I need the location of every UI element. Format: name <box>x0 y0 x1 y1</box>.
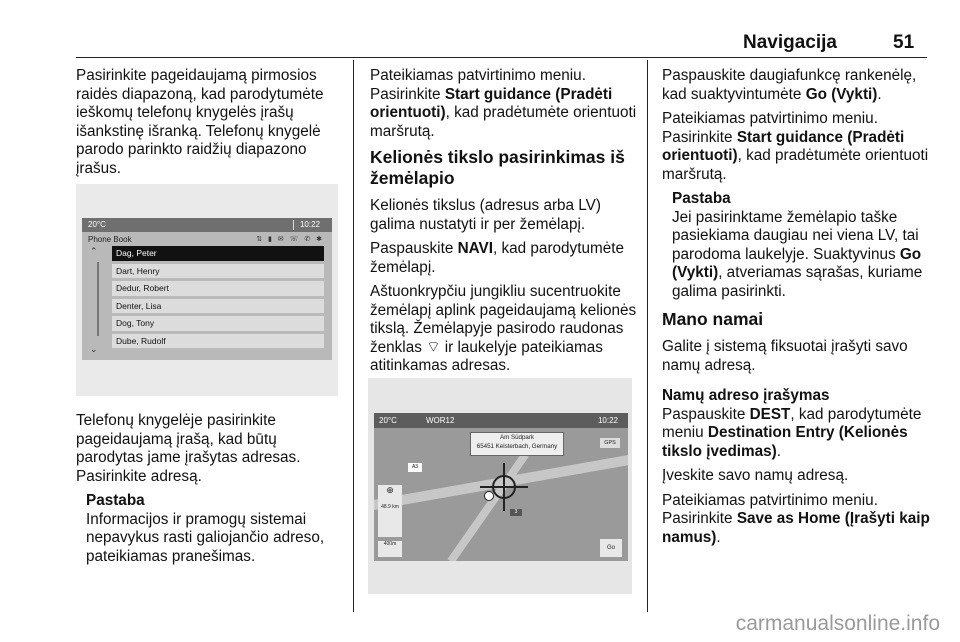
watermark: carmanualsonline.info <box>735 612 940 635</box>
status-bar <box>82 218 332 232</box>
note-title: Pastaba <box>86 492 145 509</box>
temperature: 20°C <box>379 416 397 425</box>
road-number: 3 <box>510 509 522 516</box>
map-screen <box>374 413 628 561</box>
divider <box>293 220 294 230</box>
gps-button[interactable]: GPS <box>600 438 620 448</box>
note-title: Pastaba <box>672 190 731 207</box>
column-divider-1 <box>353 60 354 612</box>
paragraph: Paspauskite NAVI, kad parodytumėte žemėlapį. <box>370 240 624 276</box>
phone-book-screen <box>82 218 332 360</box>
note <box>86 492 344 566</box>
screen-title: Phone Book <box>88 235 132 244</box>
paragraph: Pateikiamas patvirtinimo meniu. Pasirinkite Save as Home (Įrašyti kaip namus). <box>662 491 930 546</box>
paragraph: Paspauskite daugiafunkcę rankenėlę, kad suaktyvintumėte Go (Vykti). <box>662 67 917 103</box>
paragraph: Galite į sistemą fiksuotai įrašyti savo namų adresą. <box>662 338 908 374</box>
address-line-1: Am Südpark <box>499 434 535 441</box>
map-screenshot <box>368 378 632 594</box>
list-item: Denter, Lisa <box>112 299 324 314</box>
section-heading: Kelionės tikslo pasirinkimas iš žemėlapio <box>370 147 625 188</box>
note-text: Jei pasirinktame žemėlapio taške pasiekiama daugiau nei viena LV, tai parodoma laukelyje. Suaktyvinus Go (Vykti), atveriamas sąrašas, kuriame galima pasirinkti. <box>672 208 923 300</box>
paragraph: Pateikiamas patvirtinimo meniu. Pasirinkite Start guidance (Pradėti orientuoti), kad pradėtumėte orientuoti maršrutą. <box>370 67 637 140</box>
status-icons: ⇅ ▮ ✉ ☏ ✆ ✱ <box>256 236 324 243</box>
scale-panel: 400m <box>378 541 402 557</box>
header-rule <box>76 57 927 58</box>
list-item: Dog, Tony <box>112 316 324 331</box>
compass-icon: ⊕ <box>386 485 394 495</box>
temperature: 20°C <box>88 220 106 229</box>
paragraph: Pateikiamas patvirtinimo meniu. Pasirinkite Start guidance (Pradėti orientuoti), kad pradėtumėte orientuoti maršrutą. <box>662 110 929 183</box>
page-header-title: Navigacija <box>743 32 837 53</box>
mode-label: WOR12 <box>426 416 455 425</box>
list-item: Dag, Peter <box>112 246 324 261</box>
list-item: Dube, Rudolf <box>112 334 324 349</box>
column-3 <box>662 67 930 553</box>
list-item: Dart, Henry <box>112 264 324 279</box>
page-number: 51 <box>893 32 915 53</box>
go-button[interactable]: Go <box>600 539 622 557</box>
road-sign: A3 <box>408 463 422 472</box>
destination-marker-icon <box>484 491 494 501</box>
map-road <box>447 452 528 561</box>
status-bar <box>374 413 628 428</box>
phone-book-list <box>112 246 324 351</box>
column-divider-2 <box>647 60 648 612</box>
list-item: Dedur, Robert <box>112 281 324 296</box>
distance-label: 48.9 km <box>381 504 399 510</box>
paragraph: Aštuonkrypčiu jungikliu sucentruokite žemėlapį aplink pageidaujamą kelionės tikslą. Žemėlapyje pasirodo raudonas ženklas ⌔ ir laukelyje pateikiamas atitinkamas adresas. <box>370 283 637 374</box>
section-heading: Mano namai <box>662 309 764 329</box>
column-1-lower <box>76 412 344 566</box>
subsection-heading: Namų adreso įrašymas <box>662 387 830 404</box>
column-1 <box>76 67 344 184</box>
column-2 <box>370 67 640 382</box>
clock: 10:22 <box>597 416 618 425</box>
phone-book-screenshot <box>76 184 338 396</box>
scroll-up-icon: ⌃ <box>90 246 98 256</box>
paragraph: Telefonų knygelėje pasirinkite pageidaujamą įrašą, kad būtų parodytas jame įrašytas adresas. Pasirinkite adresą. <box>76 412 301 485</box>
scroll-down-icon: ⌄ <box>90 344 98 354</box>
address-box <box>470 432 564 456</box>
note <box>672 190 930 301</box>
compass-panel <box>378 485 402 537</box>
clock: 10:22 <box>299 220 320 229</box>
paragraph: Pasirinkite pageidaujamą pirmosios raidės diapazoną, kad parodytumėte ieškomų telefonų knygelės įrašų išankstinę išranką. Telefonų knygelė parodo parinkto raidžių diapazono įrašus. <box>76 67 324 177</box>
scrollbar <box>97 262 99 336</box>
paragraph: Įveskite savo namų adresą. <box>662 467 849 484</box>
paragraph: Kelionės tikslus (adresus arba LV) galima nustatyti ir per žemėlapį. <box>370 197 601 233</box>
paragraph: Paspauskite DEST, kad parodytumėte meniu Destination Entry (Kelionės tikslo įvedimas). <box>662 405 922 460</box>
crosshair-circle-icon <box>492 475 516 499</box>
address-line-2: 65451 Kelsterbach, Germany <box>476 443 558 450</box>
note-text: Informacijos ir pramogų sistemai nepavykus rasti galiojančio adreso, pateikiamas pranešimas. <box>86 510 325 565</box>
